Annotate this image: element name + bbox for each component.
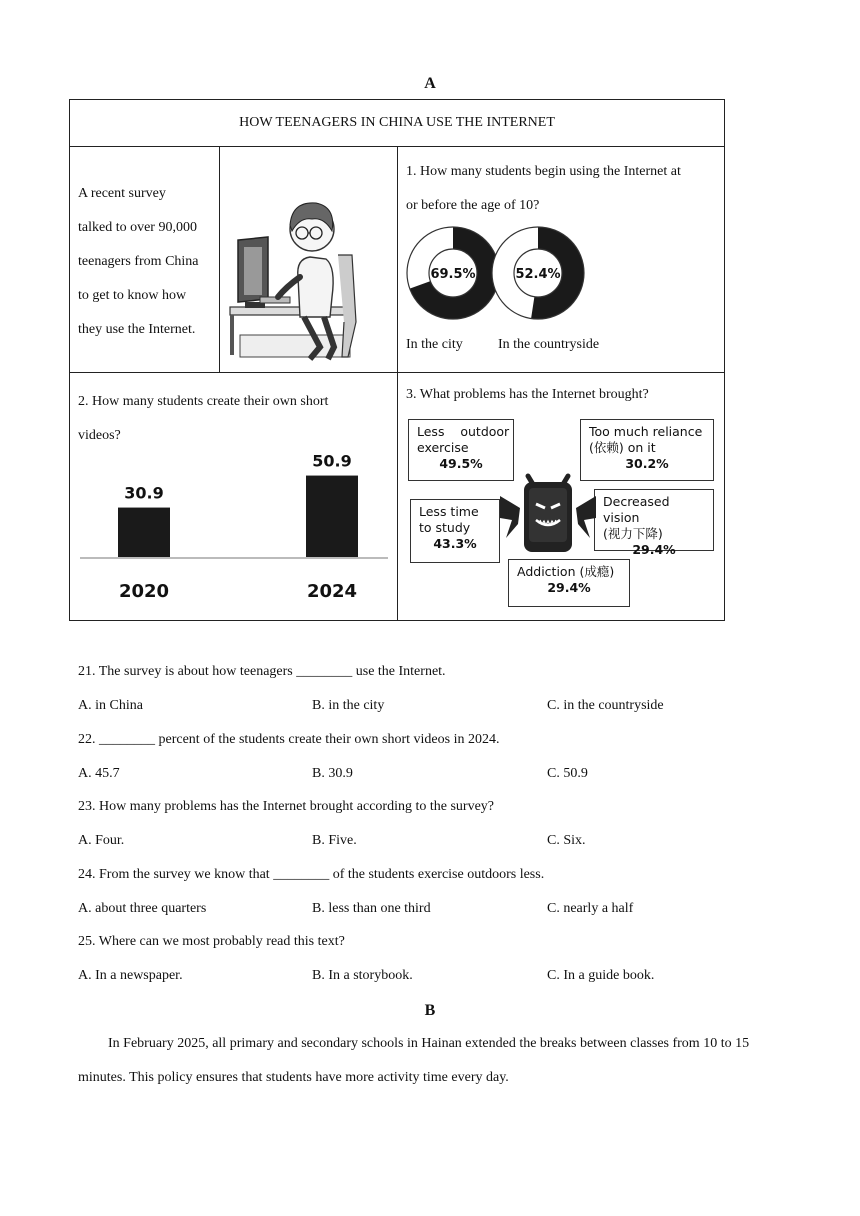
donut-charts <box>398 225 725 335</box>
bar-category-label: 2024 <box>306 581 358 602</box>
question-25: 25. Where can we most probably read this text? <box>78 934 345 949</box>
option-23c: C. Six. <box>547 833 586 848</box>
option-23a: A. Four. <box>78 833 125 848</box>
section-b-label: B <box>424 1002 436 1019</box>
problem-line: Decreased vision <box>603 494 670 525</box>
question-24: 24. From the survey we know that ________ of the students exercise outdoors less. <box>78 867 545 882</box>
bar-chart <box>70 453 398 613</box>
option-22a: A. 45.7 <box>78 766 120 781</box>
option-25c: C. In a guide book. <box>547 968 655 983</box>
problem-line: (视力下降) <box>603 526 663 541</box>
intro-line: talked to over 90,000 <box>78 220 197 235</box>
q1-line: 1. How many students begin using the Internet at <box>406 164 681 179</box>
problem-line: Addiction (成瘾) <box>517 564 615 579</box>
question-22: 22. ________ percent of the students create their own short videos in 2024. <box>78 732 500 747</box>
problem-line: Less outdoor <box>417 424 510 439</box>
problem-line: Too much reliance <box>589 424 703 439</box>
boy-at-computer-illustration <box>220 147 398 373</box>
problem-pct: 29.4% <box>632 542 676 557</box>
donut-in-the-countryside <box>492 227 584 319</box>
bar-value-label: 30.9 <box>124 483 164 503</box>
bar-2024 <box>306 476 358 557</box>
q3-cell <box>398 373 725 621</box>
q1-text <box>398 147 724 223</box>
option-23b: B. Five. <box>312 833 357 848</box>
intro-line: they use the Internet. <box>78 322 196 337</box>
option-21a: A. in China <box>78 698 143 713</box>
q1-line: or before the age of 10? <box>406 198 540 213</box>
option-25a: A. In a newspaper. <box>78 968 183 983</box>
option-22b: B. 30.9 <box>312 766 353 781</box>
q3-text: 3. What problems has the Internet brought? <box>406 387 649 402</box>
problem-line: Less time <box>419 504 479 519</box>
option-21b: B. in the city <box>312 698 385 713</box>
donut-in-the-city <box>407 227 499 319</box>
problem-pct: 30.2% <box>625 456 669 471</box>
option-25b: B. In a storybook. <box>312 968 413 983</box>
problem-box-reliance <box>580 419 714 481</box>
survey-table <box>69 99 725 621</box>
problem-box-addiction <box>508 559 630 607</box>
intro-line: to get to know how <box>78 288 187 303</box>
donut-value-label: 69.5% <box>430 267 476 282</box>
option-21c: C. in the countryside <box>547 698 664 713</box>
countryside-label: In the countryside <box>498 337 600 352</box>
illustration-cell <box>220 147 398 373</box>
option-22c: C. 50.9 <box>547 766 588 781</box>
q1-cell <box>398 147 725 373</box>
bar-value-label: 50.9 <box>312 453 352 471</box>
problem-pct: 43.3% <box>433 536 477 551</box>
q2-line: 2. How many students create their own short <box>78 394 329 409</box>
option-24b: B. less than one third <box>312 901 431 916</box>
problem-pct: 49.5% <box>439 456 483 471</box>
bar-category-label: 2020 <box>118 581 170 602</box>
q2-text <box>70 373 397 453</box>
table-title: HOW TEENAGERS IN CHINA USE THE INTERNET <box>70 100 725 147</box>
intro-line: teenagers from China <box>78 254 199 269</box>
section-a-label: A <box>424 75 436 92</box>
donut-value-label: 52.4% <box>515 267 561 282</box>
problem-line: to study <box>419 520 471 535</box>
question-21: 21. The survey is about how teenagers ________ use the Internet. <box>78 664 446 679</box>
option-24a: A. about three quarters <box>78 901 207 916</box>
problem-line: exercise <box>417 440 469 455</box>
problem-box-study <box>410 499 500 563</box>
section-b-paragraph: In February 2025, all primary and secondary schools in Hainan extended the breaks between classes from 10 to 15 minutes. This policy ensures that students have more activity time every day. <box>78 1036 750 1085</box>
city-label: In the city <box>406 337 463 352</box>
intro-line: A recent survey <box>78 186 166 201</box>
question-23: 23. How many problems has the Internet brought according to the survey? <box>78 799 495 814</box>
bar-2020 <box>118 508 170 557</box>
survey-intro <box>70 147 220 373</box>
option-24c: C. nearly a half <box>547 901 634 916</box>
q2-line: videos? <box>78 428 121 443</box>
q2-cell <box>70 373 398 621</box>
smartphone-devil-illustration <box>498 468 598 558</box>
problem-pct: 29.4% <box>547 580 591 595</box>
problem-box-vision <box>594 489 714 557</box>
problem-line: (依赖) on it <box>589 440 656 455</box>
